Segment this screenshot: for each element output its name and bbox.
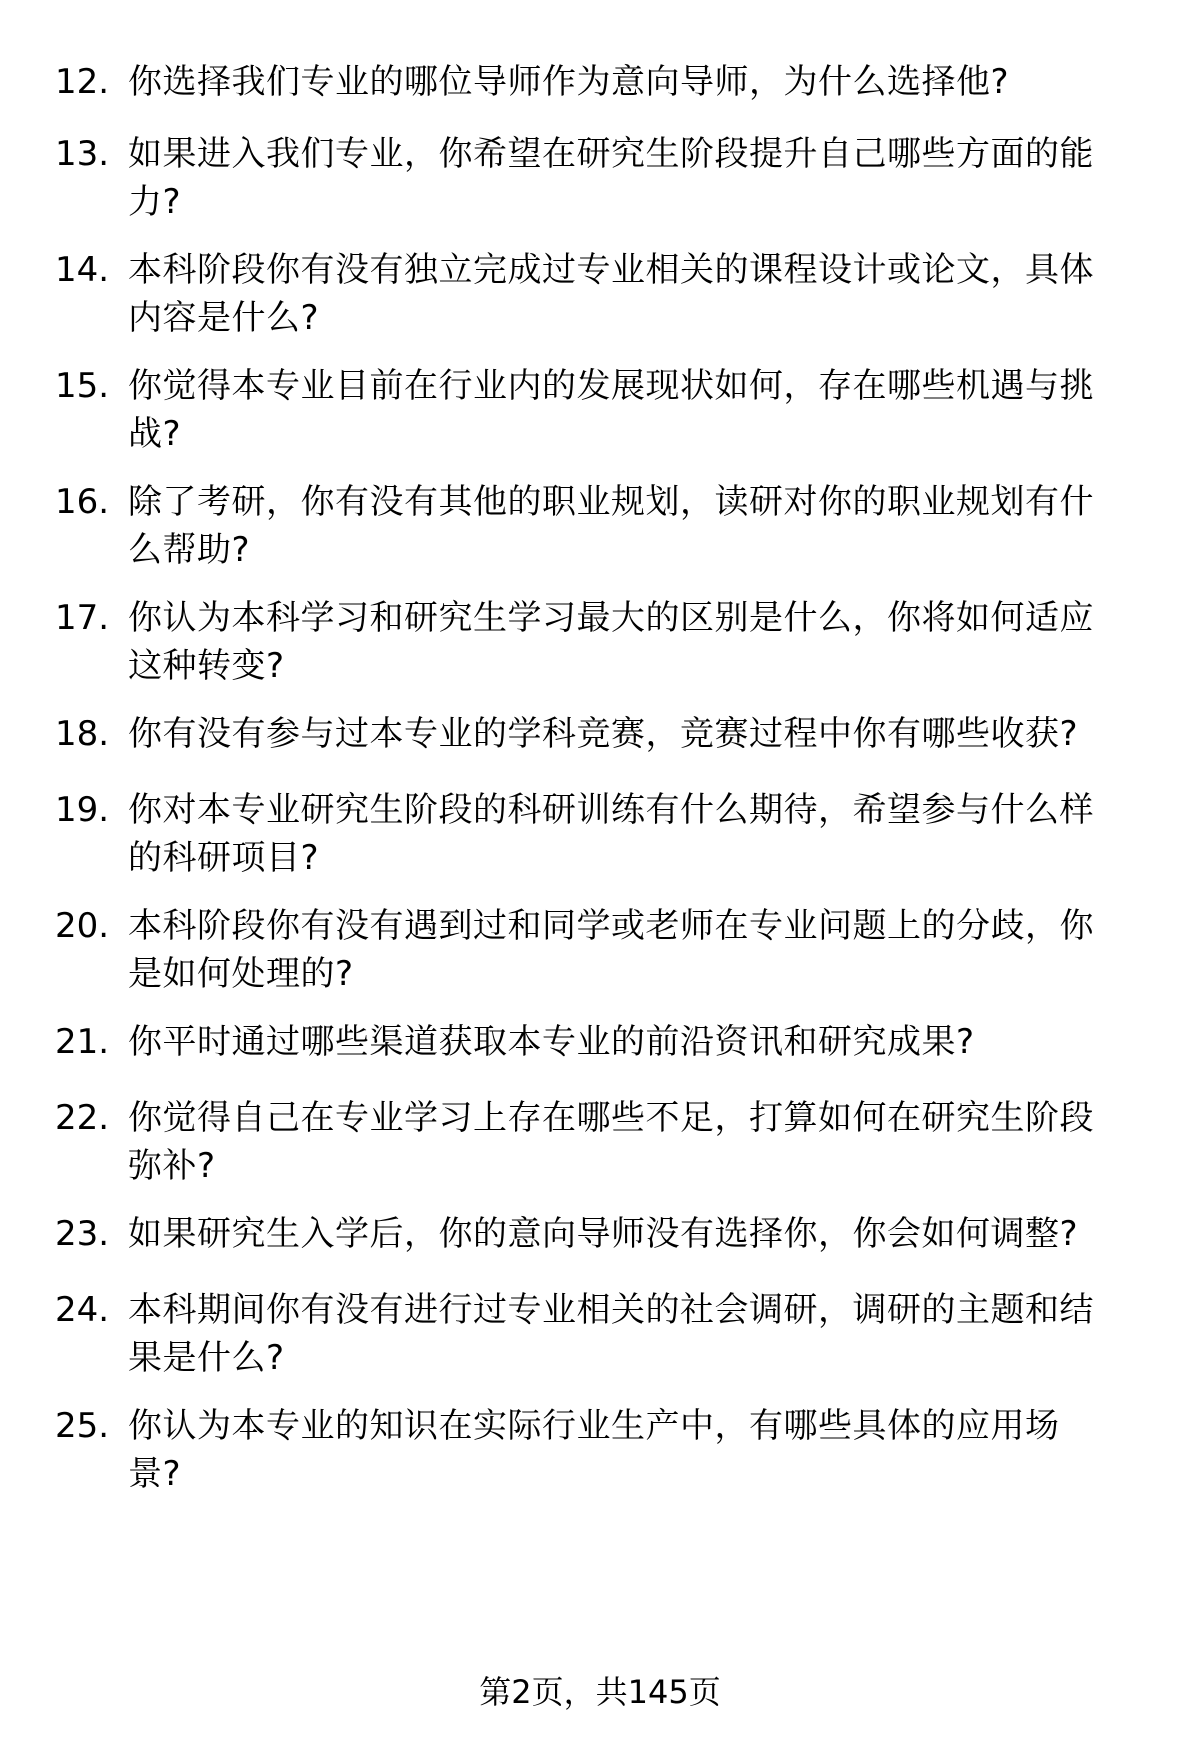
- question-line: 的科研项目?: [128, 838, 320, 878]
- question-line: 本科阶段你有没有遇到过和同学或老师在专业问题上的分歧，你: [128, 906, 1094, 946]
- question-number: 16.: [55, 482, 110, 522]
- question-line: 弥补?: [128, 1146, 216, 1186]
- question-text: [128, 130, 1138, 226]
- question-line: 力?: [128, 182, 182, 222]
- question-line: 你觉得本专业目前在行业内的发展现状如何，存在哪些机遇与挑: [128, 366, 1094, 406]
- question-line: 如果进入我们专业，你希望在研究生阶段提升自己哪些方面的能: [128, 134, 1094, 174]
- question-line: 这种转变?: [128, 646, 285, 686]
- question-text: [128, 710, 1138, 758]
- question-number: 17.: [55, 598, 110, 638]
- question-text: [128, 1286, 1138, 1382]
- question-line: 内容是什么?: [128, 298, 320, 338]
- question-number: 13.: [55, 134, 110, 174]
- question-line: 你平时通过哪些渠道获取本专业的前沿资讯和研究成果?: [128, 1022, 975, 1062]
- question-text: [128, 1210, 1138, 1258]
- question-line: 你认为本专业的知识在实际行业生产中，有哪些具体的应用场: [128, 1406, 1060, 1446]
- question-line: 战?: [128, 414, 182, 454]
- question-text: [128, 362, 1138, 458]
- question-line: 么帮助?: [128, 530, 251, 570]
- question-line: 果是什么?: [128, 1338, 285, 1378]
- question-number: 21.: [55, 1022, 110, 1062]
- question-number: 25.: [55, 1406, 110, 1446]
- question-line: 你觉得自己在专业学习上存在哪些不足，打算如何在研究生阶段: [128, 1098, 1094, 1138]
- question-text: [128, 58, 1138, 106]
- question-number: 14.: [55, 250, 110, 290]
- question-line: 你对本专业研究生阶段的科研训练有什么期待，希望参与什么样: [128, 790, 1094, 830]
- question-line: 是如何处理的?: [128, 954, 354, 994]
- question-number: 22.: [55, 1098, 110, 1138]
- question-number: 20.: [55, 906, 110, 946]
- question-line: 本科阶段你有没有独立完成过专业相关的课程设计或论文，具体: [128, 250, 1094, 290]
- question-number: 19.: [55, 790, 110, 830]
- question-text: [128, 478, 1138, 574]
- question-line: 本科期间你有没有进行过专业相关的社会调研，调研的主题和结: [128, 1290, 1094, 1330]
- question-text: [128, 594, 1138, 690]
- question-text: [128, 1018, 1138, 1066]
- page-footer: 第2页，共145页: [479, 1673, 721, 1711]
- question-text: [128, 786, 1138, 882]
- question-line: 景?: [128, 1454, 182, 1494]
- question-line: 除了考研，你有没有其他的职业规划，读研对你的职业规划有什: [128, 482, 1094, 522]
- question-number: 12.: [55, 62, 110, 102]
- question-line: 如果研究生入学后，你的意向导师没有选择你，你会如何调整?: [128, 1214, 1079, 1254]
- question-line: 你认为本科学习和研究生学习最大的区别是什么，你将如何适应: [128, 598, 1094, 638]
- question-number: 23.: [55, 1214, 110, 1254]
- question-text: [128, 1402, 1138, 1498]
- question-number: 24.: [55, 1290, 110, 1330]
- question-text: [128, 902, 1138, 998]
- question-number: 15.: [55, 366, 110, 406]
- question-text: [128, 246, 1138, 342]
- question-text: [128, 1094, 1138, 1190]
- question-line: 你选择我们专业的哪位导师作为意向导师，为什么选择他?: [128, 62, 1010, 102]
- question-number: 18.: [55, 714, 110, 754]
- question-line: 你有没有参与过本专业的学科竞赛，竞赛过程中你有哪些收获?: [128, 714, 1079, 754]
